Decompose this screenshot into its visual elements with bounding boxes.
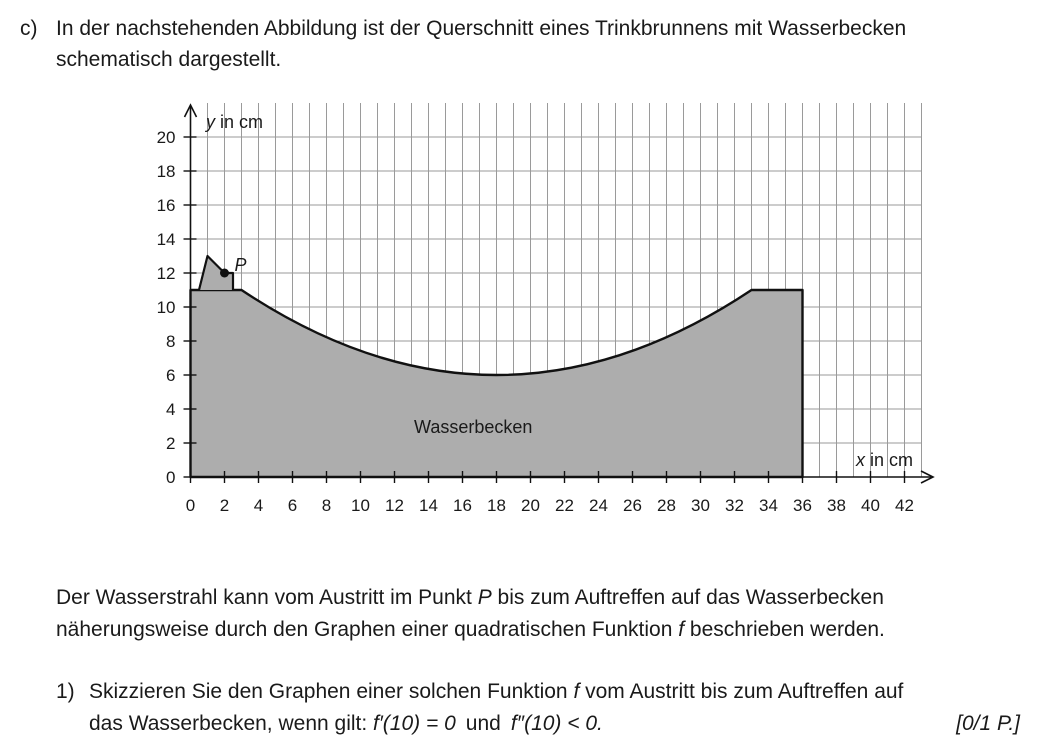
y-tick-label: 10 bbox=[156, 298, 176, 317]
x-tick-label: 12 bbox=[385, 496, 404, 515]
paragraph-line-2 bbox=[56, 618, 885, 642]
sub2-condition-1: f′(10) = 0 bbox=[373, 712, 456, 735]
y-tick-label: 20 bbox=[156, 128, 176, 147]
point-p-label: P bbox=[234, 255, 247, 275]
para2-text-a: näherungsweise durch den Graphen einer quadratischen Funktion bbox=[56, 618, 679, 641]
subtask-line-1 bbox=[89, 680, 903, 704]
points-label: [0/1 P.] bbox=[956, 712, 1020, 735]
subtask-label: 1) bbox=[56, 680, 75, 703]
y-axis-label bbox=[204, 112, 263, 132]
paragraph-line-1 bbox=[56, 586, 884, 610]
y-axis-unit: in cm bbox=[215, 112, 264, 132]
x-tick-label: 28 bbox=[657, 496, 676, 515]
intro-line-2: schematisch dargestellt. bbox=[56, 48, 282, 71]
x-tick-label: 6 bbox=[287, 496, 298, 515]
sub1-text-a: Skizzieren Sie den Graphen einer solchen Funktion bbox=[89, 680, 574, 703]
x-tick-label: 26 bbox=[623, 496, 642, 515]
y-tick-label: 2 bbox=[166, 434, 176, 453]
x-tick-label: 42 bbox=[895, 496, 914, 515]
intro-line-1: In der nachstehenden Abbildung ist der Querschnitt eines Trinkbrunnens mit Wasserbecken bbox=[56, 17, 907, 40]
x-tick-label: 18 bbox=[487, 496, 506, 515]
basin-label: Wasserbecken bbox=[414, 417, 533, 437]
sub2-condition-2: f″(10) < 0. bbox=[510, 712, 603, 735]
para1-text-b: bis zum Auftreffen auf das Wasserbecken bbox=[491, 586, 884, 609]
y-tick-label: 0 bbox=[166, 468, 176, 487]
y-tick-label: 14 bbox=[156, 230, 176, 249]
sub1-text-b: vom Austritt bis zum Auftreffen auf bbox=[579, 680, 904, 703]
x-tick-label: 24 bbox=[589, 496, 608, 515]
y-tick-label: 18 bbox=[156, 162, 176, 181]
para2-text-b: beschrieben werden. bbox=[684, 618, 885, 641]
subtask-line-2 bbox=[89, 712, 603, 736]
sub1-var-f: f bbox=[573, 680, 580, 703]
y-tick-label: 4 bbox=[166, 400, 176, 419]
x-tick-label: 4 bbox=[253, 496, 264, 515]
y-tick-label: 16 bbox=[156, 196, 176, 215]
x-tick-label: 32 bbox=[725, 496, 744, 515]
x-tick-label: 30 bbox=[691, 496, 710, 515]
y-tick-label: 8 bbox=[166, 332, 176, 351]
para1-text-a: Der Wasserstrahl kann vom Austritt im Punkt bbox=[56, 586, 478, 609]
para1-var-p: P bbox=[477, 586, 492, 609]
x-axis-var: x bbox=[856, 450, 865, 470]
y-tick-label: 12 bbox=[156, 264, 176, 283]
point-p-marker bbox=[220, 269, 229, 278]
x-axis-unit: in cm bbox=[865, 450, 914, 470]
x-tick-label: 16 bbox=[453, 496, 472, 515]
x-tick-label: 36 bbox=[793, 496, 812, 515]
y-tick-label: 6 bbox=[166, 366, 176, 385]
x-tick-label: 8 bbox=[321, 496, 332, 515]
x-tick-label: 0 bbox=[185, 496, 196, 515]
task-label: c) bbox=[20, 17, 38, 40]
x-tick-label: 10 bbox=[351, 496, 370, 515]
y-axis-var: y bbox=[206, 112, 215, 132]
x-tick-label: 38 bbox=[827, 496, 846, 515]
sub2-text-a: das Wasserbecken, wenn gilt: bbox=[89, 712, 374, 735]
x-tick-label: 2 bbox=[219, 496, 230, 515]
sub2-und: und bbox=[465, 712, 501, 735]
x-tick-label: 20 bbox=[521, 496, 540, 515]
x-tick-label: 22 bbox=[555, 496, 574, 515]
x-tick-label: 14 bbox=[419, 496, 438, 515]
x-tick-label: 34 bbox=[759, 496, 778, 515]
para2-var-f: f bbox=[678, 618, 685, 641]
x-axis-label bbox=[855, 450, 913, 470]
x-tick-label: 40 bbox=[861, 496, 880, 515]
